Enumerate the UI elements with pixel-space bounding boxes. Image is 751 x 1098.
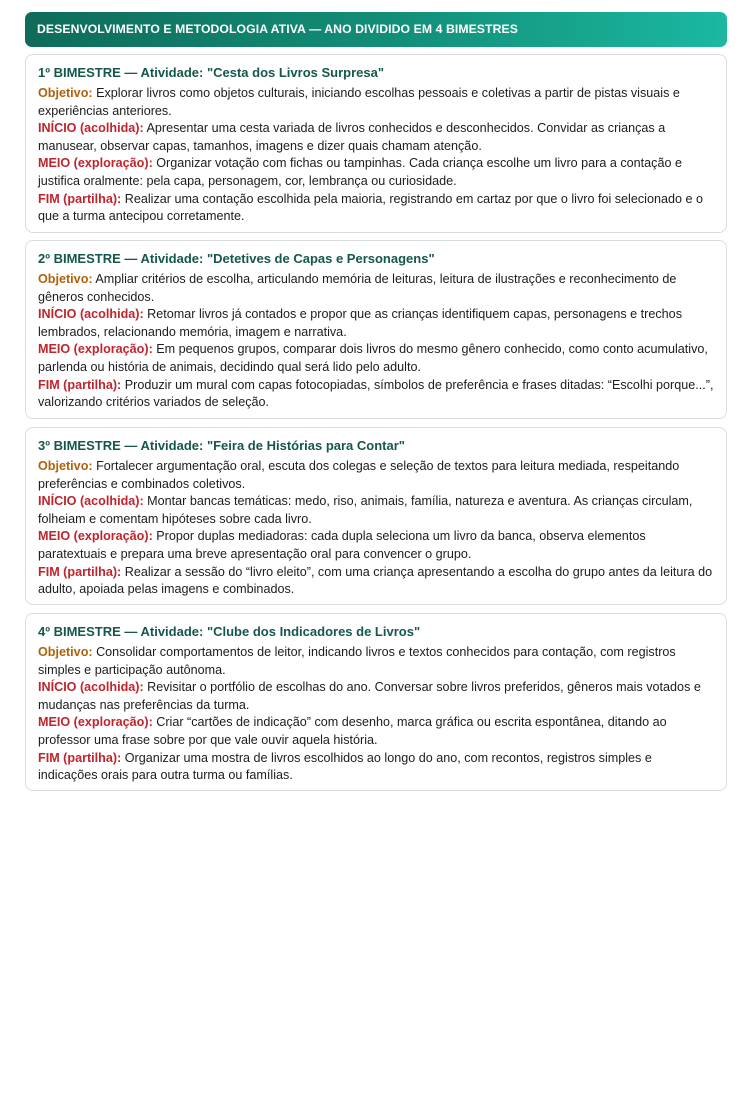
inicio-text: Retomar livros já contados e propor que as crianças identifiquem capas, personagens e trechos lembrados, relacionando memória, imagem e narrativa.	[38, 307, 682, 339]
objetivo-text: Explorar livros como objetos culturais, iniciando escolhas pessoais e coletivas a partir de pistas visuais e experiências anteriores.	[38, 86, 680, 118]
meio-text: Propor duplas mediadoras: cada dupla seleciona um livro da banca, observa elementos paratextuais e prepara uma breve apresentação oral para convencer o grupo.	[38, 529, 646, 561]
bimestre-card-2	[25, 240, 727, 419]
inicio-label: INÍCIO (acolhida):	[38, 494, 144, 509]
objetivo-label: Objetivo:	[38, 86, 93, 100]
fim-text: Produzir um mural com capas fotocopiadas, símbolos de preferência e frases ditadas: “Escolhi porque...”, valorizando critérios variados de seleção.	[38, 377, 714, 410]
meio-text: Em pequenos grupos, comparar dois livros do mesmo gênero conhecido, como conto acumulativo, parlenda ou história de animais, decidindo qual será lido pelo adulto.	[38, 342, 708, 374]
inicio-text: Montar bancas temáticas: medo, riso, animais, família, natureza e aventura. As crianças circulam, folheiam e comentam hipóteses sobre cada livro.	[38, 494, 693, 526]
inicio-paragraph	[38, 679, 714, 714]
objetivo-text: Consolidar comportamentos de leitor, indicando livros e textos conhecidos para contação, com registros simples e participação autônoma.	[38, 645, 676, 677]
fim-label: FIM (partilha):	[38, 191, 122, 206]
inicio-label: INÍCIO (acolhida):	[38, 121, 144, 136]
objetivo-text: Ampliar critérios de escolha, articulando memória de leituras, leitura de ilustrações e reconhecimento de gêneros conhecidos.	[38, 272, 677, 304]
fim-paragraph	[38, 191, 714, 226]
meio-label: MEIO (exploração):	[38, 342, 153, 357]
meio-text: Criar “cartões de indicação” com desenho, marca gráfica ou escrita espontânea, ditando ao professor uma frase sobre por que vale ouvir aquela história.	[38, 715, 667, 747]
objetivo-paragraph	[38, 85, 714, 120]
bimestre-title: 2º BIMESTRE — Atividade: "Detetives de Capas e Personagens"	[38, 251, 435, 266]
fim-text: Realizar uma contação escolhida pela maioria, registrando em cartaz por que o livro foi selecionado e o que a turma antecipou corretamente.	[38, 191, 703, 224]
bimestre-card-1	[25, 54, 727, 233]
bimestre-card-4	[25, 613, 727, 791]
objetivo-paragraph	[38, 644, 714, 679]
inicio-label: INÍCIO (acolhida):	[38, 680, 144, 695]
inicio-paragraph	[38, 493, 714, 528]
fim-label: FIM (partilha):	[38, 750, 122, 765]
meio-label: MEIO (exploração):	[38, 715, 153, 730]
inicio-text: Revisitar o portfólio de escolhas do ano. Conversar sobre livros preferidos, gêneros mais votados e mudanças nas preferências da turma.	[38, 680, 701, 712]
bimestre-title: 3º BIMESTRE — Atividade: "Feira de Histórias para Contar"	[38, 438, 405, 453]
meio-text: Organizar votação com fichas ou tampinhas. Cada criança escolhe um livro para a contação e justifica oralmente: pela capa, personagem, cor, lembrança ou curiosidade.	[38, 156, 682, 188]
fim-text: Realizar a sessão do “livro eleito”, com uma criança apresentando a escolha do grupo antes da leitura do adulto, apoiada pelas imagens e combinados.	[38, 564, 713, 597]
meio-label: MEIO (exploração):	[38, 156, 153, 171]
objetivo-label: Objetivo:	[38, 645, 93, 659]
objetivo-paragraph	[38, 458, 714, 493]
objetivo-paragraph	[38, 271, 714, 306]
inicio-text: Apresentar uma cesta variada de livros conhecidos e desconhecidos. Convidar as crianças a manusear, observar capas, tamanhos, imagens e dizer quais chamam atenção.	[38, 121, 666, 153]
bimestre-title: 1º BIMESTRE — Atividade: "Cesta dos Livros Surpresa"	[38, 65, 385, 80]
fim-label: FIM (partilha):	[38, 564, 122, 579]
fim-label: FIM (partilha):	[38, 377, 122, 392]
fim-text: Organizar uma mostra de livros escolhidos ao longo do ano, com recontos, registros simples e indicações orais para outra turma ou famílias.	[38, 750, 652, 783]
page-banner-title: DESENVOLVIMENTO E METODOLOGIA ATIVA — ANO DIVIDIDO EM 4 BIMESTRES	[25, 12, 727, 47]
meio-paragraph	[38, 155, 714, 190]
bimestre-title: 4º BIMESTRE — Atividade: "Clube dos Indicadores de Livros"	[38, 624, 421, 639]
inicio-paragraph	[38, 306, 714, 341]
inicio-paragraph	[38, 120, 714, 155]
objetivo-label: Objetivo:	[38, 272, 93, 286]
fim-paragraph	[38, 564, 714, 599]
meio-paragraph	[38, 714, 714, 749]
objetivo-text: Fortalecer argumentação oral, escuta dos colegas e seleção de textos para leitura mediada, respeitando preferências e combinados coletivos.	[38, 459, 680, 491]
fim-paragraph	[38, 750, 714, 785]
meio-label: MEIO (exploração):	[38, 529, 153, 544]
meio-paragraph	[38, 528, 714, 563]
meio-paragraph	[38, 341, 714, 376]
fim-paragraph	[38, 377, 714, 412]
bimestre-card-3	[25, 427, 727, 605]
objetivo-label: Objetivo:	[38, 459, 93, 473]
inicio-label: INÍCIO (acolhida):	[38, 307, 144, 322]
